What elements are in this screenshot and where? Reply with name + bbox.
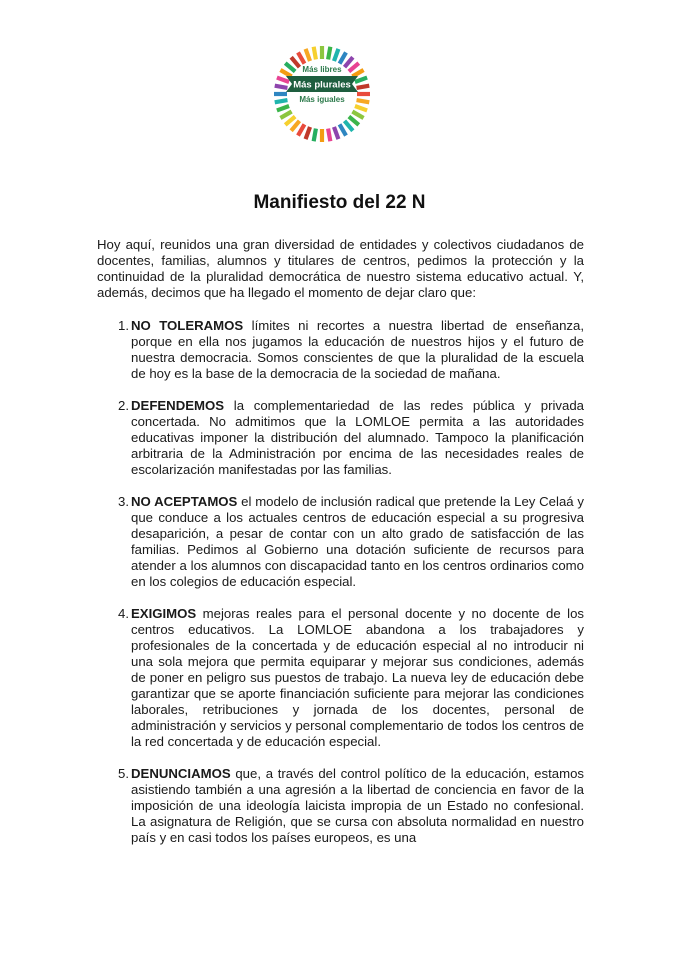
pencil-icon [275, 100, 288, 102]
pencil-icon [328, 47, 330, 60]
pencil-icon [277, 78, 289, 82]
pencil-icon [349, 63, 359, 71]
item-number: 1. [118, 318, 129, 333]
pencil-icon [340, 124, 347, 135]
pencil-icon [340, 52, 347, 63]
pencil-icon [291, 57, 299, 67]
item-text: el modelo de inclusión radical que pretende la Ley Celaá y que conduce a los actuales centros de educación especial a su progresiva desaparición, a pesar de contar con un alto grado de satisfacción de las familias. Pedimos al Gobierno una dotación suficiente de recursos para atender a los alumnos con discapacidad tanto en los centros ordinarios como en los colegios de educación especial. [131, 494, 584, 589]
pencil-icon [334, 127, 338, 139]
logo-line3: Más iguales [299, 95, 345, 104]
pencil-icon [314, 128, 316, 141]
pencil-icon [328, 128, 330, 141]
document-title: Manifiesto del 22 N [253, 192, 426, 213]
pencil-icon [352, 112, 363, 119]
pencil-icon [356, 86, 369, 88]
pencil-icon [344, 57, 352, 67]
pencil-icon [334, 49, 338, 61]
item-number: 2. [118, 398, 129, 413]
pencil-icon [349, 116, 359, 124]
pencil-icon [355, 78, 367, 82]
item-lead: NO ACEPTAMOS [131, 494, 238, 509]
pencil-icon [291, 121, 299, 131]
pencil-icon [280, 112, 291, 119]
list-item [97, 318, 584, 382]
pencil-icon [277, 106, 289, 110]
list-item [97, 398, 584, 478]
manifesto-list [97, 318, 584, 862]
pencil-icon [275, 86, 288, 88]
logo-line2: Más plurales [293, 79, 351, 91]
pencil-icon [306, 127, 310, 139]
pencil-icon [355, 106, 367, 110]
item-number: 5. [118, 766, 129, 781]
item-text: mejoras reales para el personal docente y no docente de los centros educativos. La LOMLOE abandona a los trabajadores y profesionales de la concertada y de educación especial al no introducir ni una sola mejora que permita equiparar y mejorar sus condiciones, además de poner en peligro sus puestos de trabajo. La nueva ley de educación debe garantizar que se aporte financiación suficiente para mejorar las condiciones laborales, retribuciones y jornada de los docentes, personal de administración y servicios y personal complementario de todos los centros de la red concertada y de educación especial. [131, 606, 584, 749]
list-item [97, 494, 584, 590]
item-text: que, a través del control político de la educación, estamos asistiendo también a una agresión a la libertad de conciencia en favor de la imposición de una ideología laicista impropia de un Estado no confesional. La asignatura de Religión, que se cursa con absoluta normalidad en nuestro país y en casi todos los países europeos, es una [131, 766, 584, 845]
campaign-logo [272, 44, 372, 144]
logo-line1: Más libres [302, 65, 342, 74]
item-lead: DEFENDEMOS [131, 398, 225, 413]
item-lead: DENUNCIAMOS [131, 766, 231, 781]
pencil-icon [280, 70, 291, 77]
pencil-icon [352, 70, 363, 77]
pencil-icon [356, 100, 369, 102]
intro-paragraph: Hoy aquí, reunidos una gran diversidad de entidades y colectivos ciudadanos de docentes, familias, alumnos y titulares de centros, pedimos la protección y la continuidad de la pluralidad democrática de nuestro sistema educativo actual. Y, además, decimos que ha llegado el momento de dejar claro que: [97, 237, 584, 300]
item-lead: EXIGIMOS [131, 606, 197, 621]
pencil-icon [314, 47, 316, 60]
item-text: la complementariedad de las redes pública y privada concertada. No admitimos que la LOMLOE permita a las autoridades educativas imponer la distribución del alumnado. Tampoco la planificación arbitraria de la Administración por encima de las necesidades reales de escolarización manifestadas por las familias. [131, 398, 584, 477]
item-text: límites ni recortes a nuestra libertad de enseñanza, porque en ella nos jugamos la educación de nuestros hijos y el futuro de nuestra democracia. Somos conscientes de que la pluralidad de la escuela de hoy es la base de la democracia de la sociedad de mañana. [131, 318, 584, 381]
item-number: 4. [118, 606, 129, 621]
pencil-icon [344, 121, 352, 131]
pencil-icon [285, 116, 295, 124]
item-number: 3. [118, 494, 129, 509]
pencil-icon [285, 63, 295, 71]
list-item [97, 606, 584, 750]
pencil-icon [298, 52, 305, 63]
pencil-icon [298, 124, 305, 135]
item-lead: NO TOLERAMOS [131, 318, 244, 333]
pencil-icon [306, 49, 310, 61]
list-item [97, 766, 584, 846]
